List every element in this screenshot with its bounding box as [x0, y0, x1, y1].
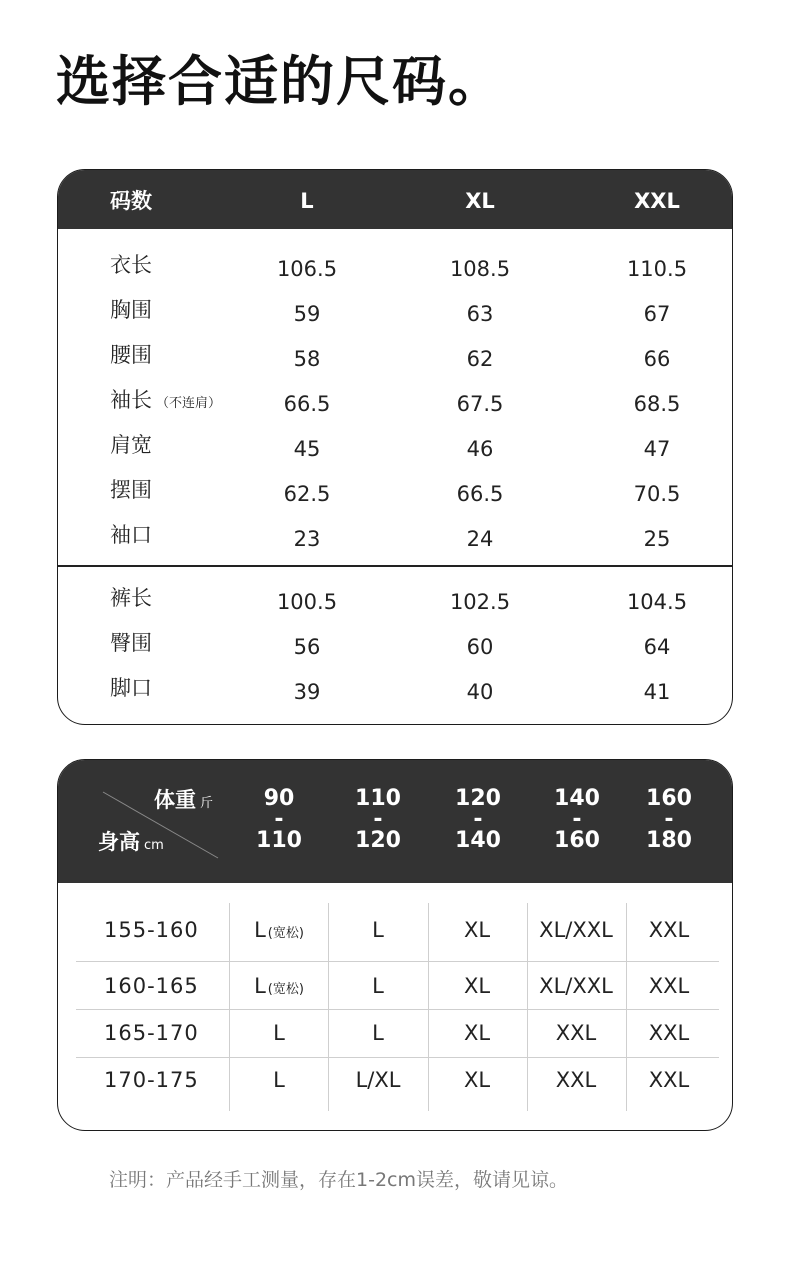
- measurement-label: 脚口: [110, 676, 152, 700]
- weight-range: 110 - 120: [355, 786, 401, 853]
- measurement-value: 66: [643, 347, 671, 371]
- top-pants-divider: [58, 565, 732, 567]
- measurement-value: 110.5: [626, 257, 688, 281]
- height-header: 身高 cm: [98, 830, 164, 854]
- measurement-label: 裤长: [110, 586, 152, 610]
- weight-range: 140 - 160: [554, 786, 600, 853]
- weight-header: 体重 斤: [154, 788, 214, 812]
- size-cell: L: [372, 918, 384, 942]
- measurement-row: [58, 580, 732, 625]
- size-chart-header: [58, 170, 732, 229]
- size-cell: XL: [463, 974, 491, 998]
- measurement-label: 腰围: [110, 343, 152, 367]
- measurement-row: [58, 292, 732, 337]
- weight-range: 90 - 110: [256, 786, 302, 853]
- height-range: 165-170: [104, 1021, 199, 1045]
- measurement-value: 59: [293, 302, 321, 326]
- fit-table-header: [58, 760, 732, 883]
- size-cell: L (宽松): [254, 974, 304, 998]
- measurement-row: [58, 247, 732, 292]
- measurement-value: 70.5: [633, 482, 681, 506]
- measurement-value: 106.5: [276, 257, 338, 281]
- diagonal-divider: [58, 760, 238, 883]
- measurement-value: 40: [466, 680, 494, 704]
- measurement-value: 63: [466, 302, 494, 326]
- size-cell: XXL: [648, 918, 690, 942]
- size-header-xl: XL: [465, 189, 495, 213]
- measurement-note: （不连肩）: [156, 396, 222, 411]
- size-header-l: L: [300, 189, 314, 213]
- measurement-value: 25: [643, 527, 671, 551]
- measurement-value: 46: [466, 437, 494, 461]
- size-cell: XL/XXL: [539, 974, 613, 998]
- height-range: 155-160: [104, 918, 199, 942]
- measurement-value: 67.5: [456, 392, 504, 416]
- size-cell: XXL: [648, 1021, 690, 1045]
- fit-row: [76, 901, 719, 949]
- measurement-value: 66.5: [456, 482, 504, 506]
- measurement-value: 100.5: [276, 590, 338, 614]
- measurement-row: [58, 427, 732, 472]
- size-cell: L: [273, 1068, 285, 1092]
- measurement-value: 68.5: [633, 392, 681, 416]
- page-title: 选择合适的尺码。: [56, 50, 504, 113]
- measurement-value: 45: [293, 437, 321, 461]
- measurement-value: 62.5: [283, 482, 331, 506]
- measurement-label: 袖口: [110, 523, 152, 547]
- measurement-value: 108.5: [449, 257, 511, 281]
- weight-unit: 斤: [200, 796, 214, 811]
- measurement-value: 56: [293, 635, 321, 659]
- size-cell: XXL: [555, 1021, 597, 1045]
- measurement-row: [58, 472, 732, 517]
- measurement-value: 62: [466, 347, 494, 371]
- weight-range: 120 - 140: [455, 786, 501, 853]
- size-cell: L: [372, 974, 384, 998]
- measurement-value: 24: [466, 527, 494, 551]
- measurement-row: [58, 670, 732, 715]
- measurement-value: 41: [643, 680, 671, 704]
- height-unit: cm: [144, 838, 164, 853]
- measurement-value: 23: [293, 527, 321, 551]
- measurement-value: 60: [466, 635, 494, 659]
- size-cell: XXL: [648, 974, 690, 998]
- measurement-row: [58, 625, 732, 670]
- measurement-footnote: 注明：产品经手工测量，存在1-2cm误差，敬请见谅。: [109, 1169, 568, 1191]
- size-cell: L: [372, 1021, 384, 1045]
- fit-row: [76, 1051, 719, 1099]
- measurement-label: 衣长: [110, 253, 152, 277]
- size-chart-table: [57, 169, 733, 725]
- measurement-label: 肩宽: [110, 433, 152, 457]
- measurement-row: [58, 337, 732, 382]
- measurement-row: [58, 382, 732, 427]
- measurement-value: 64: [643, 635, 671, 659]
- measurement-row: [58, 517, 732, 562]
- height-range: 170-175: [104, 1068, 199, 1092]
- size-cell: L/XL: [355, 1068, 401, 1092]
- weight-range: 160 - 180: [646, 786, 692, 853]
- size-header-xxl: XXL: [634, 189, 680, 213]
- size-cell: XXL: [648, 1068, 690, 1092]
- measurement-value: 67: [643, 302, 671, 326]
- fit-recommendation-table: [57, 759, 733, 1131]
- size-cell: XL: [463, 1068, 491, 1092]
- measurement-label: 胸围: [110, 298, 152, 322]
- size-cell: XL: [463, 1021, 491, 1045]
- measurement-value: 104.5: [626, 590, 688, 614]
- size-header-label: 码数: [110, 189, 152, 213]
- height-range: 160-165: [104, 974, 199, 998]
- size-cell: XL: [463, 918, 491, 942]
- measurement-value: 66.5: [283, 392, 331, 416]
- size-cell: L: [273, 1021, 285, 1045]
- fit-row: [76, 957, 719, 1005]
- measurement-value: 58: [293, 347, 321, 371]
- measurement-label: 袖长 （不连肩）: [110, 388, 222, 412]
- measurement-value: 102.5: [449, 590, 511, 614]
- size-cell: XL/XXL: [539, 918, 613, 942]
- fit-row: [76, 1004, 719, 1052]
- measurement-value: 47: [643, 437, 671, 461]
- measurement-label: 摆围: [110, 478, 152, 502]
- size-cell: XXL: [555, 1068, 597, 1092]
- size-cell: L (宽松): [254, 918, 304, 942]
- measurement-value: 39: [293, 680, 321, 704]
- measurement-label: 臀围: [110, 631, 152, 655]
